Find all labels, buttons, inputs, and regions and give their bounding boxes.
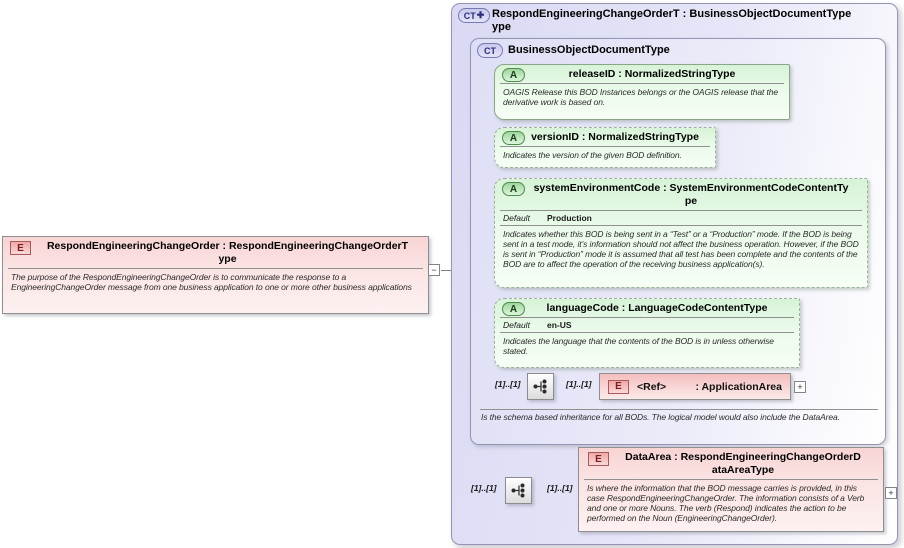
element-box-root[interactable] — [2, 236, 429, 314]
attribute-icon — [502, 131, 525, 145]
attribute-icon — [502, 182, 525, 196]
divider — [584, 479, 878, 480]
divider — [500, 332, 794, 333]
complex-type-title-line2: ype — [492, 21, 511, 33]
attribute-header — [495, 179, 867, 209]
default-row — [495, 319, 799, 331]
default-value: en-US — [547, 320, 572, 330]
attribute-icon-label: A — [509, 69, 518, 81]
expand-button[interactable]: + — [885, 487, 897, 499]
complex-type-icon — [477, 43, 503, 58]
element-box-dataarea[interactable] — [578, 447, 884, 532]
element-title-line2: ataAreaType — [711, 464, 775, 476]
attribute-title-line1: systemEnvironmentCode : SystemEnvironmentCodeContentTy — [533, 182, 849, 194]
default-label: Default — [503, 320, 530, 330]
element-header — [600, 374, 790, 399]
attribute-annotation: Indicates the version of the given BOD definition. — [503, 150, 682, 160]
attribute-annotation: Indicates the language that the contents of the BOD is in unless otherwise stated. — [503, 336, 774, 356]
cardinality-label: [1]..[1] — [547, 483, 573, 493]
element-box-applicationarea-ref[interactable] — [599, 373, 791, 400]
attribute-header — [495, 65, 789, 82]
attribute-title: languageCode : LanguageCodeContentType — [546, 302, 768, 314]
default-value: Production — [547, 213, 592, 223]
element-icon-label: E — [17, 242, 24, 254]
complex-type-title-line1: RespondEngineeringChangeOrderT : BusinessObjectDocumentType — [492, 8, 852, 20]
default-row — [495, 212, 867, 224]
divider — [500, 210, 862, 211]
element-title-line1: DataArea : RespondEngineeringChangeOrderD — [625, 451, 861, 463]
attribute-icon — [502, 302, 525, 316]
element-icon-label: E — [615, 381, 622, 392]
attribute-box-languagecode[interactable] — [494, 298, 800, 368]
complex-type-icon-label: CT — [484, 45, 496, 56]
attribute-header — [495, 299, 799, 316]
cardinality-label: [1]..[1] — [495, 379, 521, 389]
element-icon — [10, 241, 31, 255]
attribute-title: versionID : NormalizedStringType — [531, 131, 699, 143]
sequence-icon — [532, 378, 549, 395]
element-ref-type: : ApplicationArea — [695, 380, 782, 393]
collapse-button[interactable]: − — [428, 264, 440, 276]
attribute-icon — [502, 68, 525, 82]
complex-type-icon — [458, 8, 490, 23]
plus-glyph-icon: ✚ — [476, 10, 485, 20]
base-type-annotation: Is the schema based inheritance for all BODs. The logical model would also include the DataArea. — [481, 412, 840, 422]
sequence-icon — [510, 482, 527, 499]
attribute-title: releaseID : NormalizedStringType — [568, 68, 736, 80]
element-icon — [608, 380, 629, 394]
element-header — [3, 237, 428, 267]
sequence-compositor[interactable] — [527, 373, 554, 400]
divider — [500, 146, 710, 147]
default-label: Default — [503, 213, 530, 223]
attribute-box-releaseid[interactable] — [494, 64, 790, 120]
element-annotation: Is where the information that the BOD message carries is provided, in this case RespondEngineeringChangeOrder. The information consists of a Verb and one or more Nouns. The verb (Respond) indicates the action to be performed on the Noun (EngineeringChangeOrder). — [587, 483, 865, 523]
element-header — [579, 448, 883, 478]
divider — [8, 268, 423, 269]
divider — [500, 83, 784, 84]
cardinality-label: [1]..[1] — [471, 483, 497, 493]
complex-type-icon-label: CT — [463, 10, 476, 21]
attribute-header — [495, 128, 715, 145]
element-ref-name: <Ref> — [637, 380, 667, 393]
attribute-title-line2: pe — [684, 195, 698, 207]
element-annotation: The purpose of the RespondEngineeringChangeOrder is to communicate the response to a EngineeringChangeOrder message from one business application to one or more other business applications — [11, 272, 412, 292]
attribute-annotation: Indicates whether this BOD is being sent in a “Test” or a “Production” mode. If the BOD is being sent in a test mode, it’s information should not affect the business operation. However, if the BOD is sent in “Production” mode it is assumed that all test has been complete and the contents of the BOD are to affect the operation of the receiving business application(s). — [503, 229, 859, 269]
expand-button[interactable]: + — [794, 381, 806, 393]
sequence-compositor[interactable] — [505, 477, 532, 504]
attribute-icon-label: A — [509, 132, 518, 144]
attribute-annotation: OAGIS Release this BOD Instances belongs or the OAGIS release that the derivative work is based on. — [503, 87, 779, 107]
attribute-box-versionid[interactable] — [494, 127, 716, 168]
element-icon — [588, 452, 609, 466]
base-type-title: BusinessObjectDocumentType — [508, 44, 670, 56]
element-title-line1: RespondEngineeringChangeOrder : RespondEngineeringChangeOrderT — [46, 240, 409, 252]
divider — [500, 317, 794, 318]
attribute-box-systemenvironmentcode[interactable] — [494, 178, 868, 288]
element-title-line2: ype — [218, 253, 237, 265]
element-icon-label: E — [595, 453, 602, 465]
attribute-icon-label: A — [509, 303, 518, 315]
divider — [500, 225, 862, 226]
attribute-icon-label: A — [509, 183, 518, 195]
cardinality-label: [1]..[1] — [566, 379, 592, 389]
